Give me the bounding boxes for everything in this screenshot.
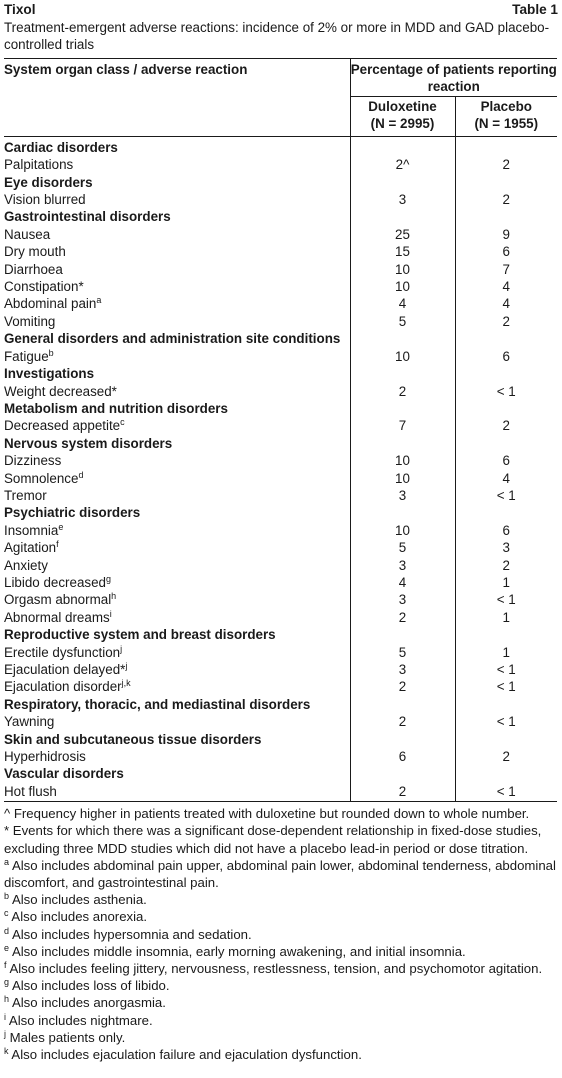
duloxetine-value: 15 <box>350 243 455 260</box>
placebo-value: 2 <box>502 418 510 434</box>
placebo-value: 2 <box>502 749 510 765</box>
organ-class-row <box>4 696 557 713</box>
row-label-text: Insomnia <box>4 522 59 538</box>
placebo-value <box>455 174 557 191</box>
placebo-value <box>455 365 557 382</box>
row-label-text: Hyperhidrosis <box>4 749 86 765</box>
reaction-label <box>4 644 350 661</box>
table-row <box>4 313 557 330</box>
reaction-label <box>4 452 350 469</box>
footnote-marker: j <box>120 643 123 654</box>
footnote-mark: e <box>4 942 10 953</box>
reaction-label <box>4 522 350 539</box>
footnote-marker: c <box>120 417 125 428</box>
row-label-text: Tremor <box>4 487 47 503</box>
reaction-label <box>4 539 350 556</box>
organ-class-label <box>4 400 350 417</box>
document-page <box>0 1 562 1063</box>
organ-class-label <box>4 626 350 643</box>
placebo-value: < 1 <box>496 592 516 608</box>
reaction-label <box>4 609 350 626</box>
placebo-value: < 1 <box>496 714 516 730</box>
placebo-value: 2 <box>502 313 510 329</box>
row-label-text: Nervous system disorders <box>4 435 173 451</box>
row-label-text: Ejaculation disorder <box>4 679 122 695</box>
row-label-text: Yawning <box>4 714 55 730</box>
duloxetine-value: 2 <box>350 383 455 400</box>
duloxetine-value <box>350 208 455 225</box>
row-label-text: Erectile dysfunction <box>4 644 121 660</box>
placebo-value <box>455 626 557 643</box>
table-body <box>4 136 557 801</box>
footnote-text: Also includes feeling jittery, nervousness, restlessness, tension, and psychomotor agitation. <box>6 961 543 977</box>
row-label-text: Diarrhoea <box>4 261 63 277</box>
footnote-marker: d <box>78 469 84 480</box>
organ-class-row <box>4 626 557 643</box>
organ-class-row <box>4 765 557 782</box>
row-label-text: Reproductive system and breast disorders <box>4 627 276 643</box>
table-row <box>4 678 557 695</box>
placebo-value: 1 <box>502 644 510 660</box>
organ-class-row <box>4 400 557 417</box>
table-row <box>4 522 557 539</box>
footnote-mark: h <box>4 994 10 1005</box>
duloxetine-value: 10 <box>350 278 455 295</box>
organ-class-row <box>4 174 557 191</box>
footnote <box>4 1046 558 1063</box>
footnotes <box>4 805 558 1063</box>
reaction-label <box>4 661 350 678</box>
placebo-value: < 1 <box>455 783 557 802</box>
duloxetine-label: Duloxetine <box>368 99 437 114</box>
table-row <box>4 783 557 802</box>
row-label-text: Investigations <box>4 366 95 382</box>
footnote-text: Also includes anorexia. <box>8 909 148 925</box>
footnote-text: Also includes ejaculation failure and ejaculation dysfunction. <box>8 1047 362 1063</box>
table-row <box>4 156 557 173</box>
reaction-label <box>4 313 350 330</box>
row-label-text: Psychiatric disorders <box>4 505 141 521</box>
reaction-label <box>4 278 350 295</box>
footnote <box>4 1012 558 1029</box>
reaction-label <box>4 487 350 504</box>
reaction-label <box>4 591 350 608</box>
organ-class-row <box>4 208 557 225</box>
row-label-text: General disorders and administration site conditions <box>4 331 341 347</box>
duloxetine-value: 5 <box>350 539 455 556</box>
row-label-text: Agitation <box>4 540 57 556</box>
placebo-n: (N = 1955) <box>474 116 539 132</box>
duloxetine-value: 3 <box>350 557 455 574</box>
placebo-value: 9 <box>502 226 510 242</box>
duloxetine-value <box>350 765 455 782</box>
placebo-value <box>455 731 557 748</box>
placebo-value <box>455 136 557 156</box>
duloxetine-value: 3 <box>350 591 455 608</box>
reaction-label <box>4 678 350 695</box>
table-row <box>4 226 557 243</box>
table-row <box>4 348 557 365</box>
organ-class-row <box>4 435 557 452</box>
row-label-text: Weight decreased* <box>4 383 117 399</box>
table-row <box>4 487 557 504</box>
footnote-mark: f <box>4 960 7 971</box>
row-label-text: Cardiac disorders <box>4 139 118 155</box>
column-header-duloxetine <box>350 97 455 137</box>
organ-class-row <box>4 330 557 347</box>
footnote-mark: d <box>4 925 10 936</box>
row-label-text: Nausea <box>4 226 51 242</box>
table-row <box>4 557 557 574</box>
placebo-value: 3 <box>502 540 510 556</box>
duloxetine-value: 3 <box>350 191 455 208</box>
footnote <box>4 805 558 822</box>
duloxetine-value <box>350 696 455 713</box>
table-row <box>4 574 557 591</box>
footnote <box>4 960 558 977</box>
row-label-text: Vascular disorders <box>4 766 124 782</box>
title-bar <box>4 1 558 19</box>
table-row <box>4 417 557 434</box>
reaction-label <box>4 783 350 802</box>
placebo-label: Placebo <box>480 99 532 114</box>
duloxetine-n: (N = 2995) <box>370 116 435 132</box>
placebo-value: < 1 <box>496 662 516 677</box>
table-row <box>4 295 557 312</box>
duloxetine-value <box>350 504 455 521</box>
placebo-value: 7 <box>502 261 510 277</box>
placebo-value <box>455 330 557 347</box>
table-row <box>4 644 557 661</box>
organ-class-label <box>4 696 350 713</box>
footnote-mark: k <box>4 1046 9 1057</box>
placebo-value <box>455 696 557 713</box>
reaction-label <box>4 243 350 260</box>
duloxetine-value <box>350 626 455 643</box>
table-row <box>4 243 557 260</box>
reaction-label <box>4 417 350 434</box>
footnote <box>4 994 558 1011</box>
duloxetine-value: 7 <box>350 417 455 434</box>
row-label-text: Orgasm abnormal <box>4 592 112 608</box>
footnote-text: Also includes abdominal pain upper, abdominal pain lower, abdominal tenderness, abdominal discomfort, and gastrointestinal pain. <box>4 857 556 891</box>
duloxetine-value <box>350 365 455 382</box>
footnote-marker: i <box>109 608 112 619</box>
table-row <box>4 278 557 295</box>
duloxetine-value <box>350 435 455 452</box>
table-caption: Treatment-emergent adverse reactions: incidence of 2% or more in MDD and GAD placebo-controlled trials <box>4 20 550 53</box>
footnote-text: Also includes middle insomnia, early morning awakening, and initial insomnia. <box>9 943 466 959</box>
row-label-text: Ejaculation delayed* <box>4 662 126 677</box>
placebo-value: 2 <box>502 557 510 573</box>
placebo-value: 4 <box>502 296 510 312</box>
table-row <box>4 661 557 678</box>
footnote-marker: b <box>48 347 54 358</box>
row-label-text: Vision blurred <box>4 192 86 208</box>
footnote-mark: g <box>4 977 10 988</box>
placebo-value: 4 <box>502 470 510 486</box>
duloxetine-value <box>350 330 455 347</box>
row-label-text: Anxiety <box>4 557 48 573</box>
table-row <box>4 191 557 208</box>
brand-name: Tixol <box>4 2 36 17</box>
organ-class-label <box>4 174 350 191</box>
row-label-text: Gastrointestinal disorders <box>4 209 171 225</box>
footnote-mark: c <box>4 908 9 919</box>
footnote <box>4 857 558 891</box>
footnote-marker: j <box>125 661 128 671</box>
footnote <box>4 822 558 856</box>
duloxetine-value <box>350 400 455 417</box>
organ-class-label <box>4 208 350 225</box>
reaction-label <box>4 713 350 730</box>
organ-class-row <box>4 136 557 156</box>
footnote <box>4 926 558 943</box>
row-label-text: Constipation* <box>4 279 84 295</box>
reaction-label <box>4 261 350 278</box>
column-header-placebo <box>455 97 557 137</box>
placebo-value <box>455 435 557 452</box>
table-row <box>4 591 557 608</box>
placebo-value: < 1 <box>496 487 516 503</box>
placebo-value: 1 <box>502 609 510 625</box>
table-number: Table 1 <box>512 2 558 17</box>
reaction-label <box>4 295 350 312</box>
duloxetine-value: 10 <box>350 470 455 487</box>
organ-class-label <box>4 435 350 452</box>
reaction-label <box>4 191 350 208</box>
organ-class-label <box>4 365 350 382</box>
duloxetine-value <box>350 174 455 191</box>
footnote-text: Also includes hypersomnia and sedation. <box>9 926 252 942</box>
organ-class-row <box>4 504 557 521</box>
footnote-mark: b <box>4 891 10 902</box>
reaction-label <box>4 748 350 765</box>
footnote-text: Also includes anorgasmia. <box>9 995 166 1011</box>
organ-class-label <box>4 504 350 521</box>
footnote <box>4 891 558 908</box>
duloxetine-value: 2 <box>350 783 455 802</box>
footnote <box>4 1029 558 1046</box>
footnote-mark: a <box>4 856 10 867</box>
column-header-soc: System organ class / adverse reaction <box>4 59 350 137</box>
duloxetine-value: 10 <box>350 452 455 469</box>
row-label-text: Dry mouth <box>4 244 66 260</box>
row-label-text: Abdominal pain <box>4 296 97 312</box>
footnote-text: * Events for which there was a significant dose-dependent relationship in fixed-dose studies, excluding three MDD studies which did not have a placebo lead-in period or dose titration. <box>4 823 542 856</box>
duloxetine-value: 10 <box>350 348 455 365</box>
duloxetine-value: 2 <box>350 609 455 626</box>
footnote <box>4 977 558 994</box>
placebo-value: 2 <box>502 192 510 208</box>
duloxetine-value: 10 <box>350 522 455 539</box>
reaction-label <box>4 470 350 487</box>
row-label-text: Hot flush <box>4 783 57 799</box>
row-label-text: Metabolism and nutrition disorders <box>4 400 228 416</box>
footnote-text: ^ Frequency higher in patients treated with duloxetine but rounded down to whole number. <box>4 806 530 822</box>
adverse-reactions-table <box>4 58 557 802</box>
footnote-text: Also includes loss of libido. <box>9 978 170 994</box>
reaction-label <box>4 574 350 591</box>
footnote-marker: e <box>58 521 64 532</box>
placebo-value: 6 <box>502 453 510 469</box>
placebo-value <box>455 208 557 225</box>
duloxetine-value: 25 <box>350 226 455 243</box>
footnote-text: Also includes nightmare. <box>6 1012 153 1028</box>
reaction-label <box>4 348 350 365</box>
placebo-value: 2 <box>502 157 510 173</box>
organ-class-label <box>4 136 350 156</box>
footnote-marker: g <box>106 573 112 584</box>
placebo-value: 6 <box>502 522 510 538</box>
row-label-text: Somnolence <box>4 470 79 486</box>
row-label-text: Eye disorders <box>4 174 93 190</box>
duloxetine-value: 2 <box>350 713 455 730</box>
reaction-label <box>4 226 350 243</box>
row-label-text: Dizziness <box>4 453 62 469</box>
organ-class-label <box>4 330 350 347</box>
duloxetine-value <box>350 136 455 156</box>
placebo-value: 6 <box>502 348 510 364</box>
table-row <box>4 539 557 556</box>
table-row <box>4 261 557 278</box>
duloxetine-value: 3 <box>350 661 455 678</box>
row-label-text: Skin and subcutaneous tissue disorders <box>4 731 262 747</box>
row-label-text: Fatigue <box>4 348 49 364</box>
footnote-marker: h <box>111 591 117 602</box>
duloxetine-value: 4 <box>350 295 455 312</box>
placebo-value <box>455 504 557 521</box>
duloxetine-value: 5 <box>350 313 455 330</box>
organ-class-row <box>4 365 557 382</box>
placebo-value: < 1 <box>496 679 516 695</box>
duloxetine-value: 10 <box>350 261 455 278</box>
table-row <box>4 470 557 487</box>
table-row <box>4 609 557 626</box>
footnote-mark: i <box>4 1011 6 1022</box>
row-label-text: Libido decreased <box>4 574 106 590</box>
row-label-text: Palpitations <box>4 157 74 173</box>
duloxetine-value: 3 <box>350 487 455 504</box>
row-label-text: Respiratory, thoracic, and mediastinal disorders <box>4 696 311 712</box>
placebo-value <box>455 765 557 782</box>
duloxetine-value: 5 <box>350 644 455 661</box>
duloxetine-value: 2^ <box>350 156 455 173</box>
row-label-text: Decreased appetite <box>4 418 121 434</box>
placebo-value: 6 <box>502 244 510 260</box>
duloxetine-value: 6 <box>350 748 455 765</box>
footnote-marker: f <box>56 539 59 550</box>
reaction-label <box>4 383 350 400</box>
reaction-label <box>4 557 350 574</box>
footnote-text: Also includes asthenia. <box>9 892 147 908</box>
row-label-text: Vomiting <box>4 313 56 329</box>
table-row <box>4 748 557 765</box>
organ-class-label <box>4 731 350 748</box>
placebo-value: < 1 <box>496 383 516 399</box>
footnote-marker: j,k <box>121 678 131 689</box>
table-row <box>4 713 557 730</box>
placebo-value: 1 <box>502 574 510 590</box>
footnote <box>4 908 558 925</box>
reaction-label <box>4 156 350 173</box>
footnote-text: Males patients only. <box>6 1029 126 1045</box>
footnote-mark: j <box>4 1028 6 1039</box>
footnote-marker: a <box>96 295 102 306</box>
table-row <box>4 452 557 469</box>
duloxetine-value: 2 <box>350 678 455 695</box>
row-label-text: Abnormal dreams <box>4 609 110 625</box>
column-header-percentage: Percentage of patients reporting reaction <box>350 59 557 97</box>
organ-class-row <box>4 731 557 748</box>
organ-class-label <box>4 765 350 782</box>
duloxetine-value: 4 <box>350 574 455 591</box>
table-row <box>4 383 557 400</box>
placebo-value: 4 <box>502 279 510 295</box>
footnote <box>4 943 558 960</box>
placebo-value <box>455 400 557 417</box>
duloxetine-value <box>350 731 455 748</box>
